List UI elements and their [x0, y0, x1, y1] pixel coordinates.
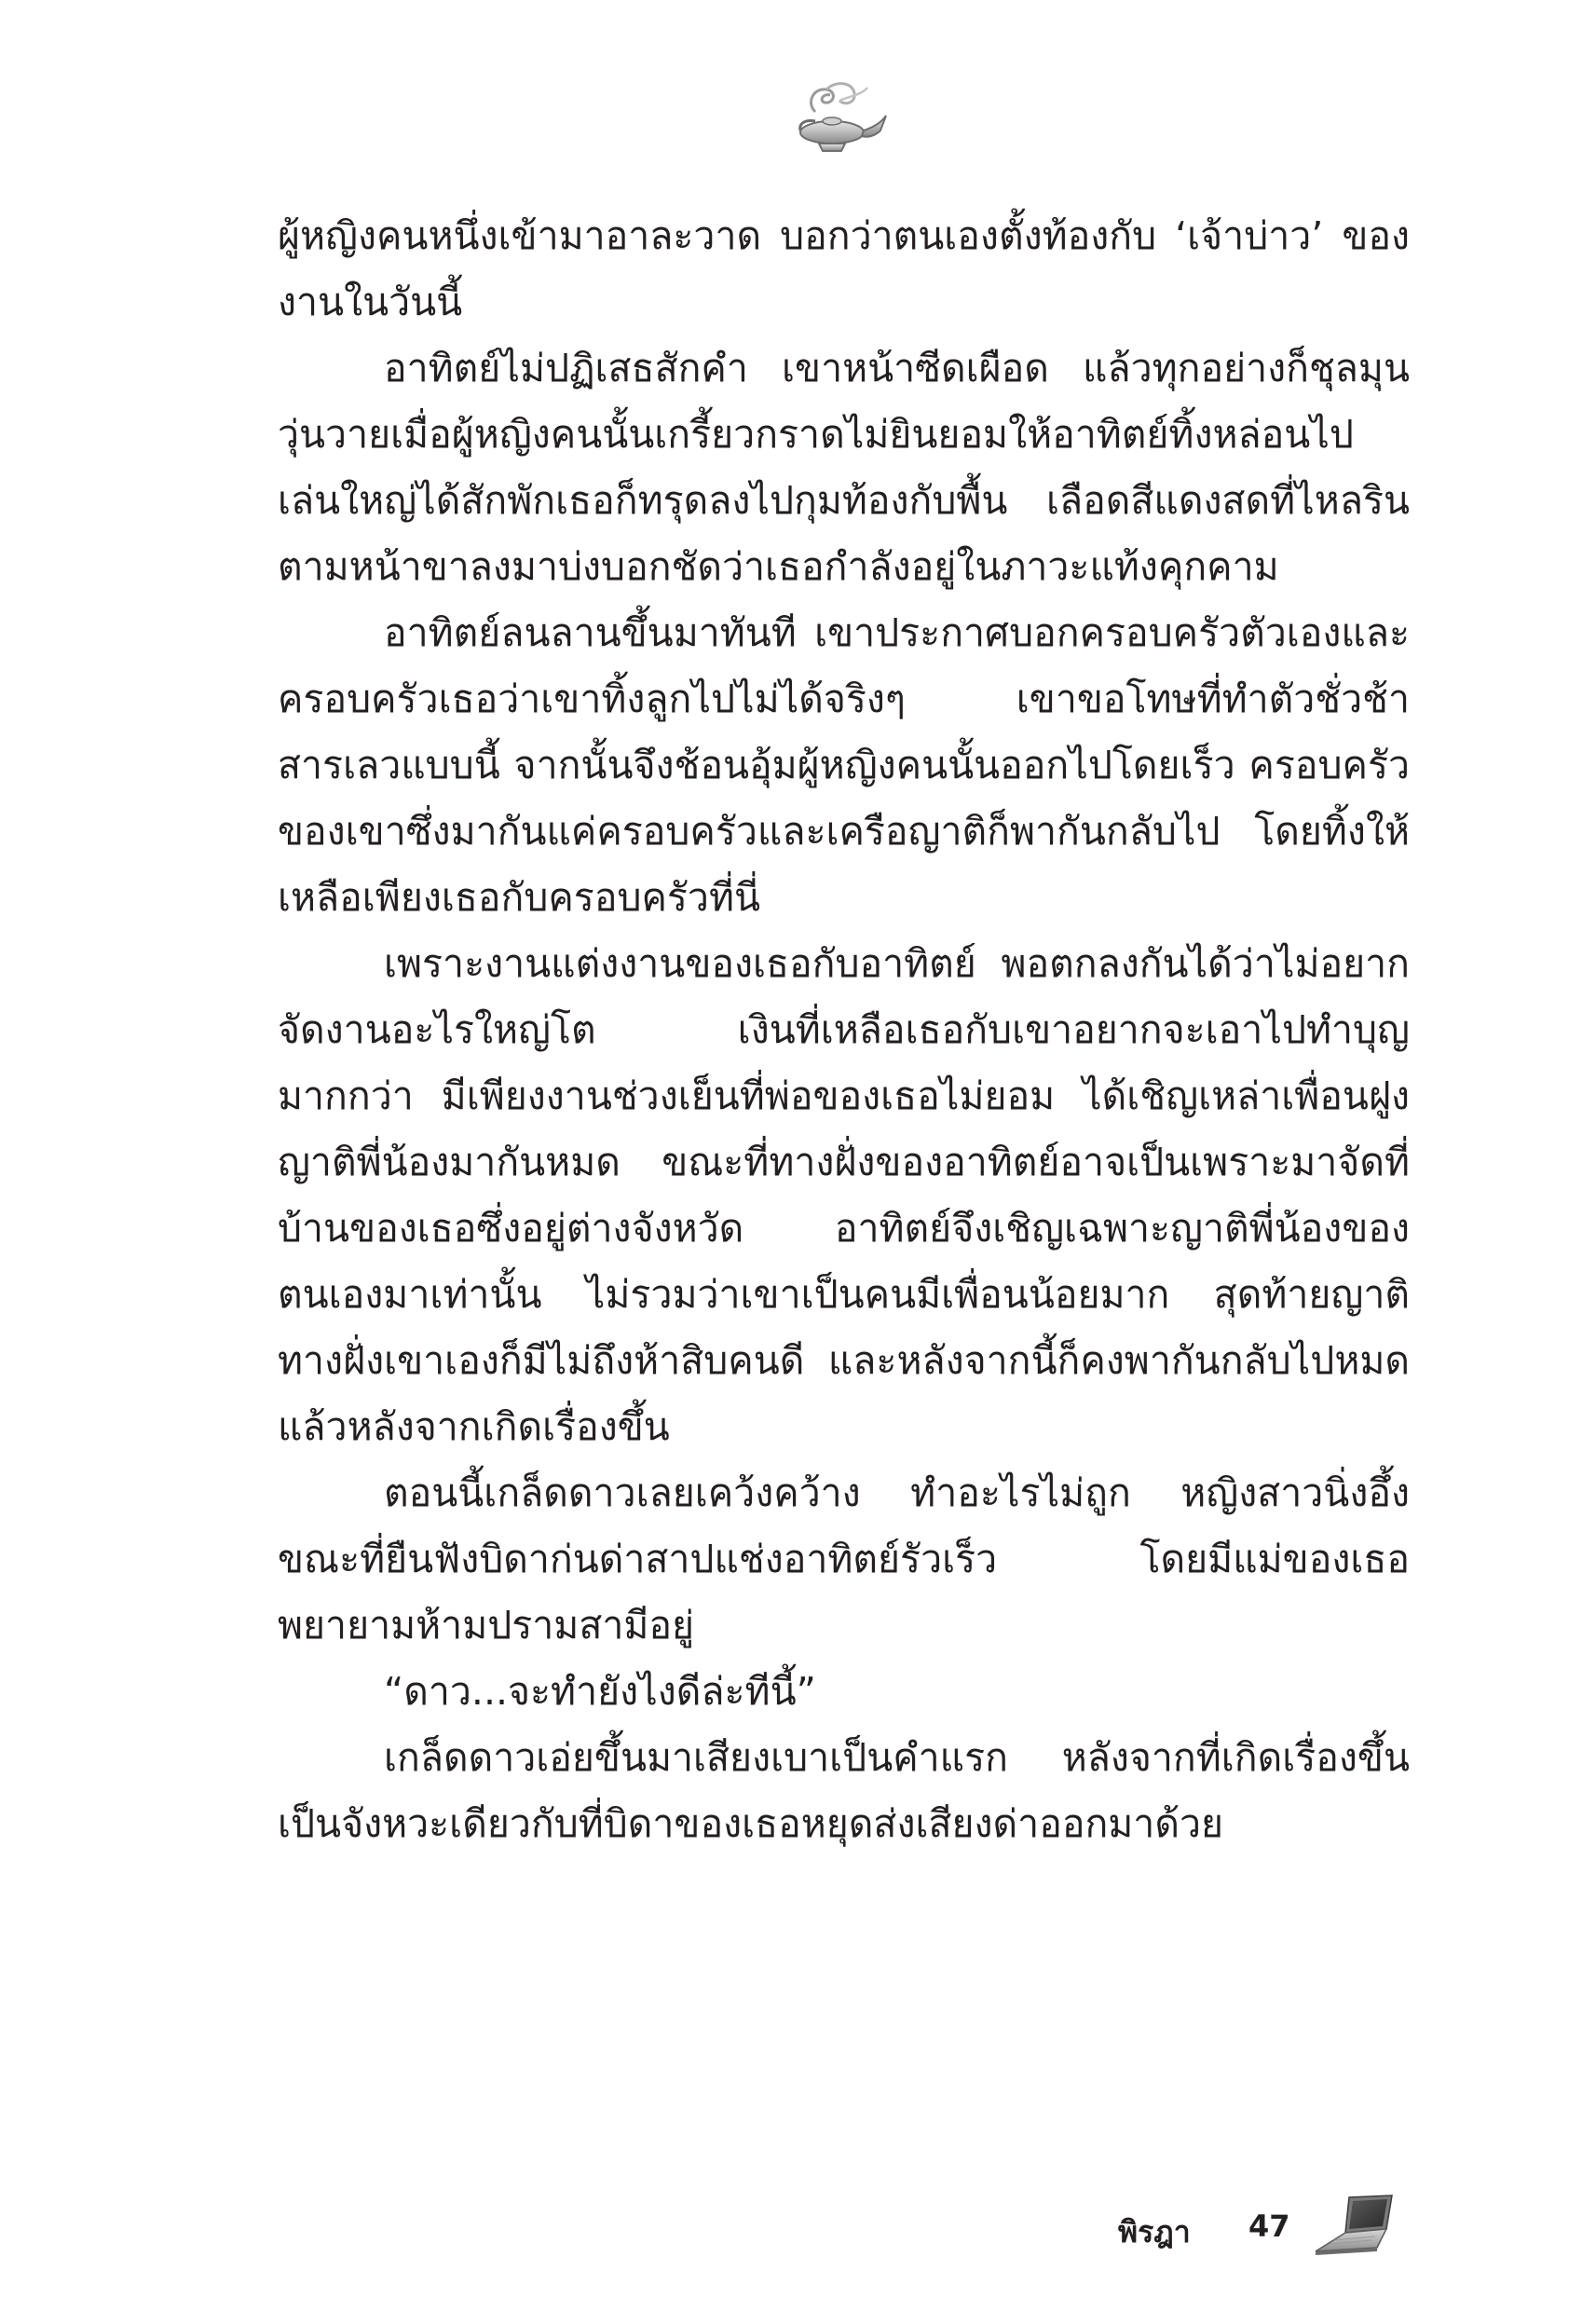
paragraph: อาทิตย์ลนลานขึ้นมาทันที เขาประกาศบอกครอบครัวตัวเองและครอบครัวเธอว่าเขาทิ้งลูกไปไม่ได้จริงๆ เขาขอโทษที่ทำตัวชั่วช้าสารเลวแบบนี้ จากนั้นจึงช้อนอุ้มผู้หญิงคนนั้นออกไปโดยเร็ว ครอบครัวของเขาซึ่งมากันแค่ครอบครัวและเครือญาติก็พากันกลับไป โดยทิ้งให้เหลือเพียงเธอกับครอบครัวที่นี่	[278, 610, 1410, 920]
page-number: 47	[1248, 2208, 1290, 2244]
author-name: พิรฎา	[1118, 2214, 1191, 2249]
paragraph: ผู้หญิงคนหนึ่งเข้ามาอาละวาด บอกว่าตนเองตั้งท้องกับ ‘เจ้าบ่าว’ ของงานในวันนี้	[278, 213, 1410, 324]
page-footer	[1090, 2190, 1407, 2264]
paragraph: “ดาว...จะทำยังไงดีล่ะทีนี้”	[384, 1669, 816, 1714]
genie-lamp-icon	[778, 75, 890, 158]
story-text	[278, 203, 1410, 1857]
paragraph: อาทิตย์ไม่ปฏิเสธสักคำ เขาหน้าซีดเผือด แล้วทุกอย่างก็ชุลมุนวุ่นวายเมื่อผู้หญิงคนนั้นเกรี้ยวกราดไม่ยินยอมให้อาทิตย์ทิ้งหล่อนไป เล่นใหญ่ได้สักพักเธอก็ทรุดลงไปกุมท้องกับพื้น เลือดสีแดงสดที่ไหลรินตามหน้าขาลงมาบ่งบอกชัดว่าเธอกำลังอยู่ในภาวะแท้งคุกคาม	[278, 346, 1410, 589]
laptop-icon	[1312, 2194, 1396, 2255]
paragraph: เพราะงานแต่งงานของเธอกับอาทิตย์ พอตกลงกันได้ว่าไม่อยากจัดงานอะไรใหญ่โต เงินที่เหลือเธอกับเขาอยากจะเอาไปทำบุญมากกว่า มีเพียงงานช่วงเย็นที่พ่อของเธอไม่ยอม ได้เชิญเหล่าเพื่อนฝูงญาติพี่น้องมากันหมด ขณะที่ทางฝั่งของอาทิตย์อาจเป็นเพราะมาจัดที่บ้านของเธอซึ่งอยู่ต่างจังหวัด อาทิตย์จึงเชิญเฉพาะญาติพี่น้องของตนเองมาเท่านั้น ไม่รวมว่าเขาเป็นคนมีเพื่อนน้อยมาก สุดท้ายญาติทางฝั่งเขาเองก็มีไม่ถึงห้าสิบคนดี และหลังจากนี้ก็คงพากันกลับไปหมดแล้วหลังจากเกิดเรื่องขึ้น	[278, 941, 1410, 1449]
paragraph: เกล็ดดาวเอ่ยขึ้นมาเสียงเบาเป็นคำแรก หลังจากที่เกิดเรื่องขึ้นเป็นจังหวะเดียวกับที่บิดาของเธอหยุดส่งเสียงด่าออกมาด้วย	[278, 1735, 1410, 1846]
paragraph: ตอนนี้เกล็ดดาวเลยเคว้งคว้าง ทำอะไรไม่ถูก หญิงสาวนิ่งอึ้งขณะที่ยืนฟังบิดาก่นด่าสาปแช่งอาทิตย์รัวเร็ว โดยมีแม่ของเธอพยายามห้ามปรามสามีอยู่	[278, 1470, 1410, 1648]
